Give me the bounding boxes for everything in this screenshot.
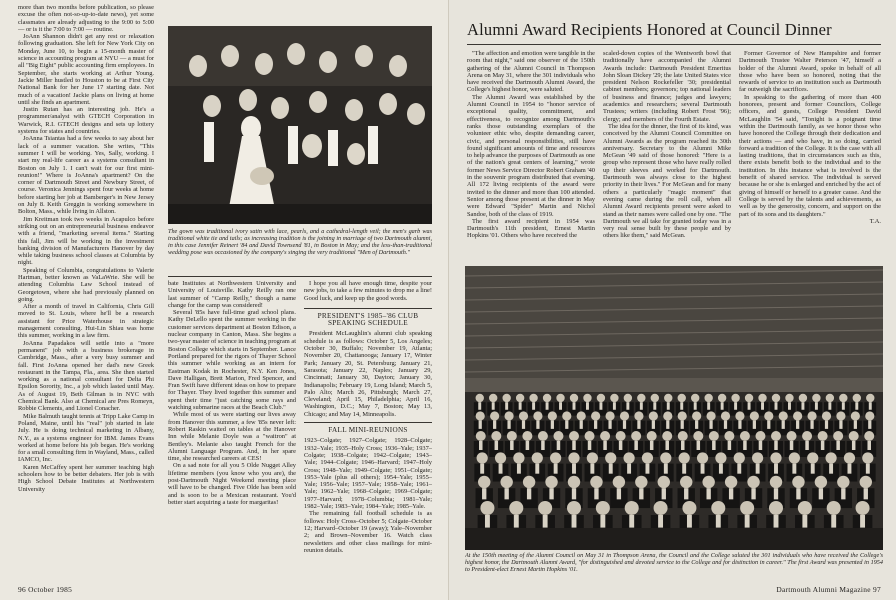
class-note-paragraph: Justin Rutan has an interesting job. He's a programmer/analyst with GTECH Corporation in Warwick, R.I. GTECH designs and sets up lottery systems for states and countries.: [18, 106, 154, 136]
article-paragraph: Former Governor of New Hampshire and former Dartmouth Trustee Walter Peterson '47, himself a holder of the Alumni Award, spoke in behalf of all those who have been so honored, noting that the rewards of service to an institution such as Dartmouth far outweigh the sacrifices.: [739, 50, 881, 94]
author-signature: T.A.: [869, 217, 881, 225]
caption-divider: [168, 276, 432, 277]
class-note-paragraph: While most of us were starting our lives away from Hanover this summer, a few '85s never left: Robert Raskin waited on tables at the Hanover Inn while Melanie Doyle was a "waitron" at Bentley's. Melanie also taught French for the Alumni Language Program. And, in her spare time, she researched careers at CES!: [168, 411, 296, 463]
mini-reunions-heading: FALL MINI-REUNIONS: [328, 426, 408, 435]
article-paragraph: "The affection and emotion were tangible in the room that night," said one observer of the 150th gathering of the Alumni Council in Thompson Arena on May 31, where the 301 individuals who have received the Dartmouth Alumni Award, the College's highest honor, were saluted.: [467, 50, 595, 94]
mini-reunions-text: 1923–Colgate; 1927–Colgate; 1928–Colgate; 1932–Yale; 1935–Holy Cross; 1936–Yale; 1937–Colgate; 1938–Colgate; 1942–Colgate; 1943–Yale; 1944–Colgate; 1946–Harvard; 1947–Holy Cross; 1948–Yale; 1949–Colgate; 1951–Colgate; 1953–Yale (plus all others); 1954–Yale; 1955–Yale; 1956–Yale; 1957–Yale; 1958–Yale; 1961–Yale; 1962–Yale; 1968–Colgate; 1969–Colgate; 1977–Harvard; 1978–Columbia; 1981–Yale; 1982–Yale; 1983–Yale; 1984–Yale; 1985–Yale.: [304, 437, 432, 511]
class-note-paragraph: bate Institutes at Northwestern University and University of Louisville. Kathy Reilly ran one last summer of "Camp Reilly," though a name change for the camp was considered!: [168, 280, 296, 309]
section-divider: [304, 308, 432, 309]
left-folio: 96 October 1985: [18, 585, 73, 594]
article-paragraph: The Alumni Award was established by the Alumni Council in 1954 to "honor service of exceptional quality, commitment, and effectiveness, to recognize among Dartmouth's ranks those outstanding exemplars of the volunteer ethic who, despite demanding career, civic, and personal responsibilities, still have found significant amounts of time and resources to help advance the purposes of Dartmouth as one of the nation's great centers of learning," wrote former News Service Director Robert Graham '40 in the souvenir program distributed that evening. All 172 living recipients of the award were invited to the dinner and more than 100 attended. Senior among those present at the dinner in May were Edward "Spider" Martin and Nichol Sandoe, both of the class of 1919.: [467, 93, 595, 218]
class-note-paragraph: Mike Balmuth taught tennis at Tripp Lake Camp in Poland, Maine, until his "real" job started in late July. He is doing technical marketing in Albany, N.Y., as a systems engineer for IBM. James Evans worked at home before his job began. He's working for a small consulting firm in Wayland, Mass., called IAMCO, Inc.: [18, 412, 154, 464]
class-note-paragraph: more than two months before publication, so please excuse the often not-so-up-to-date news), yet some classmates are already adjusting to the 9:00 to 5:00 — or is it the 7:00 to 7:00 — routine.: [18, 4, 154, 33]
article-paragraph: scaled-down copies of the Wentworth bowl that traditionally have accompanied the Alumni Awards include: Dartmouth President Emeritus John Sloan Dickey '29; the late United States vice president Nelson Rockefeller '30; presidential cabinet members; governors; top national leaders of business and finance; judges and lawyers; academics and researchers; several Dartmouth Trustees; writers (including Robert Frost '96); clergy; and members of the Fourth Estate.: [603, 50, 731, 123]
class-note-paragraph: I hope you all have enough time, despite your new jobs, to take a few minutes to drop me a line! Good luck, and keep up the good words.: [304, 280, 432, 302]
wedding-photo-caption: The gown was traditional ivory satin with lace, pearls, and a cathedral-length veil; the men's garb was traditional white tie and tails; as increasing tradition is the joining in marriage of two Dartmouth alumni, in this case Jennifer Reinert '84 and David Townsend '81, in Boston in May; and the less-than-traditional wedding pose was occasioned by the company's singing the very traditional "Men of Dartmouth.": [168, 228, 432, 257]
article-paragraph: The idea for the dinner, the first of its kind, was conceived by the Alumni Council Committee on Alumni Awards as the program reached its 30th anniversary. Secretary to the Alumni Mike McGean '49 said of those honored: "Here is a group who represent those who have really rolled up their sleeves and worked for Dartmouth. Dartmouth was always close to the highest priority in their lives." For McGean and for many others a particularly "magic moment" that evening came during the roll call, when all Alumni Award recipients present were asked to stand as their names were called one by one. "The Dartmouth we all take for granted today was in a very real sense built by these people and by others like them," said McGean.: [603, 122, 731, 240]
article-column-2: [603, 50, 731, 260]
headline-rule: [467, 44, 881, 45]
class-notes-column-2: [168, 280, 296, 586]
class-notes-column-1: [18, 4, 154, 584]
class-note-paragraph: JoAnna Tsiantas had a few weeks to say about her lack of a summer vacation. She writes, "This summer I will be working. Yes, Sally, working. I start my real-life career as a systems consultant in Boston on July 1. I can't wait for our first mini-reunion!" Where is JoAnna's apartment? On the corner of Dartmouth Street and Newbury Street, of course. Veronica Jennings spent four weeks at home before starting her job at Bamberger's in New Jersey on July 8. Keith Greggin is working somewhere in Bolton, Mass., while living in Allston.: [18, 135, 154, 216]
class-notes-column-3: [304, 280, 432, 586]
article-paragraph: The first award recipient in 1954 was Dartmouth's 11th president, Ernest Martin Hopkins '01. Others who have received the: [467, 217, 595, 240]
class-note-paragraph: JoAnna Papadakos will settle into a "more permanent" job with a business brokerage in Cambridge, Mass., after a very busy summer and fall. First JoAnna opened her dad's new Greek restaurant in the Tampa, Fla., area. She then started working as a national consultant for Delta Phi Epsilon Sorority, Inc., a job which lasted until May. As of August 19, Beth Gilman is in NYC with Chemical Bank. Also at Chemical are Pres Romeyn, Robbie Clements, and Lionel Conacher.: [18, 339, 154, 413]
class-note-paragraph: After a month of travel in California, Chris Gill moved to St. Louis, where he'll be a research assistant for Price Waterhouse in strategic management consulting. Hui-Lin Shiau was home this summer, working in a law firm.: [18, 303, 154, 340]
speaking-schedule-text: President McLaughlin's alumni club speaking schedule is as follows: October 5, Los Angeles; October 30, Buffalo; November 19, Atlanta; November 20, Chattanooga; January 17, Winter Park; January 20, St. Petersburg; January 21, Sarasota; January 22, Naples; January 29, Cincinnati; January 30, Dayton; January 30, Indianapolis; February 19, Long Island; March 5, Palo Alto; March 26, Pittsburgh; March 27, Cleveland; April 15, Philadelphia; April 16, Washington, D.C.; May 7, Boston; May 13, Chicago; and May 14, Minneapolis.: [304, 330, 432, 418]
right-page: [448, 0, 896, 600]
speaking-schedule-heading: PRESIDENT'S 1985–'86 CLUB SPEAKING SCHEDULE: [317, 311, 419, 328]
alumni-council-group-photo: [465, 266, 883, 550]
wedding-photo: [168, 26, 432, 224]
class-note-paragraph: Speaking of Columbia, congratulations to Valerie Hartman, better known as VaLaWrie. She will be attending Columbia Law School instead of Georgetown, where she had previously planned on going.: [18, 266, 154, 303]
class-note-paragraph: On a sad note for all you 5 Olde Nugget Alley lifetime members (you know who you are), the post-Dartmouth Night Weekend meeting place will have to be changed. Five Olde has been sold and is soon to be a Mexican restaurant. You'd better start acquiring a taste for margaritas!: [168, 462, 296, 506]
article-column-3: [739, 50, 881, 260]
class-note-paragraph: Karen McCaffey spent her summer teaching high schoolers how to be better debaters. Her job is with High School Debate Institutes at Northwestern University: [18, 463, 154, 493]
class-note-paragraph: Several '85s have full-time grad school plans. Kathy DeLello spent the summer working in the customer services department at Boston Edison, a nuclear company in Canton, Mass. She begins a two-year master of science in teaching program at Boston College which starts in September. Lance Portland prepared for the rigors of Thayer School this summer while working as an intern for Eastman Kodak in Rochester, N.Y. Ken Jones, Dave Halligan, Brett Marion, Fred Spencer, and Fran Swift have different ideas on how to prepare for Thayer. They lived together this summer and spent their time "just catching some rays and watching submarine races at the Beach Club.": [168, 309, 296, 412]
article-headline: Alumni Award Recipients Honored at Council Dinner: [467, 20, 832, 39]
football-schedule-text: The remaining fall football schedule is as follows: Holy Cross–October 5; Colgate–October 12; Harvard–October 19 (away); Yale–November 2; and Brown–November 16. Watch class newsletters and other class mailings for mini-reunion details.: [304, 510, 432, 554]
class-note-paragraph: Jim Kreitman took two weeks in Acapulco before striking out on an entrepreneurial business endeavor with a friend, "marketing several items." Starting this fall, Jim will be working in the investment banking division of Manufacturers Hanover by day while taking business school classes at Columbia by night.: [18, 215, 154, 267]
group-photo-caption: At the 150th meeting of the Alumni Council on May 31 in Thompson Arena, the Council and the College saluted the 301 individuals who have received the College's highest honor, the Dartmouth Alumni Award, "for distinguished and devoted service to the College and for distinction in career." The first Award was presented in 1954 to President-elect Ernest Martin Hopkins '01.: [465, 552, 883, 574]
class-note-paragraph: JoAnn Shannon didn't get any rest or relaxation following graduation. She left for New York City on Monday, June 10, to begin a 15-month master of science in accounting program at NYU — a must for all "Big Eight" public accounting firm employees. In September, she starts working at Arthur Young. Jackie Miller hustled to Houston to be at First City National Bank for her June 17 starting date. Not much of a vacation! Jackie plans on living at home until she finds an apartment.: [18, 33, 154, 106]
article-column-1: [467, 50, 595, 260]
right-folio: Dartmouth Alumni Magazine 97: [776, 585, 881, 594]
section-divider: [304, 422, 432, 423]
article-paragraph: In speaking to the gathering of more than 400 honorees, present and former Councilors, College officers, and guests, College President David McLaughlin '54 said, "Tonight is a poignant time within the Dartmouth family, as we honor those who have honored the College through their dedication and their actions — and who have, in so doing, carried forward a tradition of the College. It is the case with all lasting traditions, that in circumstances such as this, there exists benefit both to the individual and to the institution. In this instance what is involved is the benefit of shared service. The individual is served because he or she is enlarged and enriched by the act of giving of himself or herself to a greater cause. And the College is served by the talents and achievements, as well as by the generosity, concern, and support on the part of its sons and its daughters.": [739, 93, 881, 218]
